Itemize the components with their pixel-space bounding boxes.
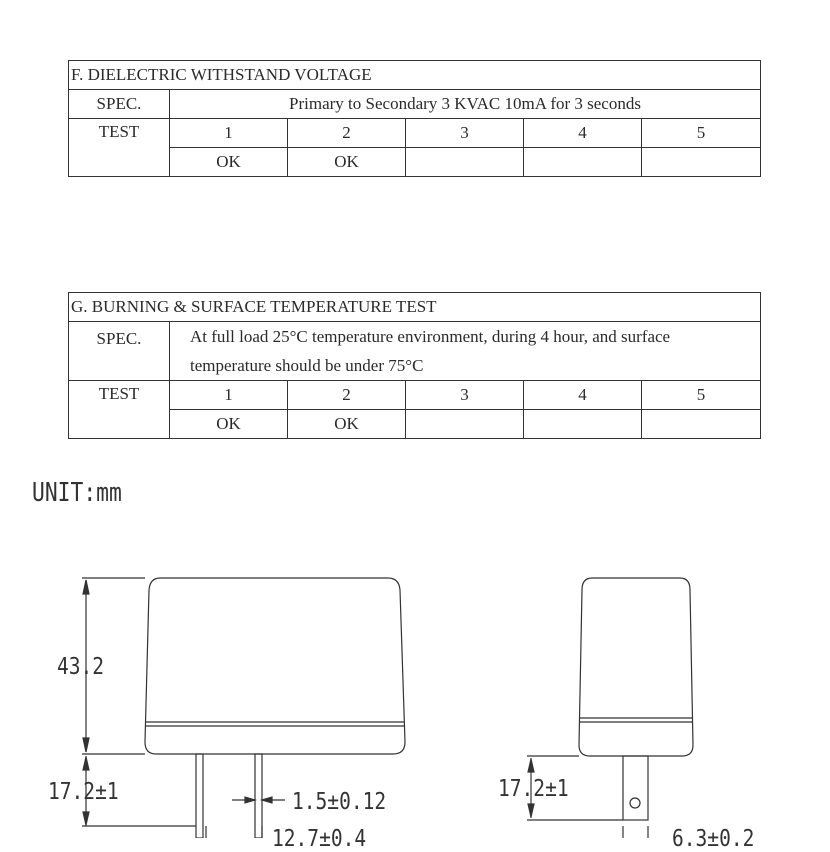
test-column-header: 2 xyxy=(288,119,406,148)
test-column-header: 2 xyxy=(288,381,406,410)
table-title: G. BURNING & SURFACE TEMPERATURE TEST xyxy=(69,293,761,322)
test-column-header: 4 xyxy=(524,381,642,410)
arrow-icon xyxy=(528,804,534,817)
spec-label: SPEC. xyxy=(69,322,170,381)
test-result: OK xyxy=(288,148,406,177)
front-pin-left xyxy=(196,754,203,838)
arrow-icon xyxy=(528,759,534,772)
front-pin-right xyxy=(255,754,262,838)
pin-hole-icon xyxy=(630,798,640,808)
arrow-icon xyxy=(83,738,89,752)
front-view-body xyxy=(145,578,405,754)
arrow-icon xyxy=(83,812,89,825)
test-column-header: 4 xyxy=(524,119,642,148)
height-dimension-label: 43.2 xyxy=(57,654,105,680)
spec-line-1: At full load 25°C temperature environment, during 4 hour, and surface xyxy=(190,327,671,346)
test-column-header: 5 xyxy=(642,381,761,410)
arrow-icon xyxy=(245,797,255,803)
test-result: OK xyxy=(170,410,288,439)
pin-length-front-label: 17.2±1 xyxy=(48,779,119,805)
test-label: TEST xyxy=(69,381,170,439)
test-column-header: 1 xyxy=(170,381,288,410)
test-result: OK xyxy=(170,148,288,177)
spec-line-2: temperature should be under 75°C xyxy=(190,356,424,375)
pin-thickness-label: 1.5±0.12 xyxy=(292,789,387,815)
arrow-icon xyxy=(262,797,272,803)
test-column-header: 3 xyxy=(406,381,524,410)
test-column-header: 3 xyxy=(406,119,524,148)
spec-label: SPEC. xyxy=(69,90,170,119)
arrow-icon xyxy=(83,757,89,770)
test-column-header: 1 xyxy=(170,119,288,148)
test-column-header: 5 xyxy=(642,119,761,148)
pin-spacing-label: 12.7±0.4 xyxy=(272,826,367,852)
unit-label: UNIT:mm xyxy=(32,478,122,508)
side-view-body xyxy=(579,578,693,756)
spec-text: Primary to Secondary 3 KVAC 10mA for 3 seconds xyxy=(170,90,761,119)
test-result: OK xyxy=(288,410,406,439)
pin-width-side-label: 6.3±0.2 xyxy=(672,826,755,852)
arrow-icon xyxy=(83,580,89,594)
test-label: TEST xyxy=(69,119,170,177)
side-pin xyxy=(623,756,648,820)
table-title: F. DIELECTRIC WITHSTAND VOLTAGE xyxy=(69,61,761,90)
pin-length-side-label: 17.2±1 xyxy=(498,776,569,802)
